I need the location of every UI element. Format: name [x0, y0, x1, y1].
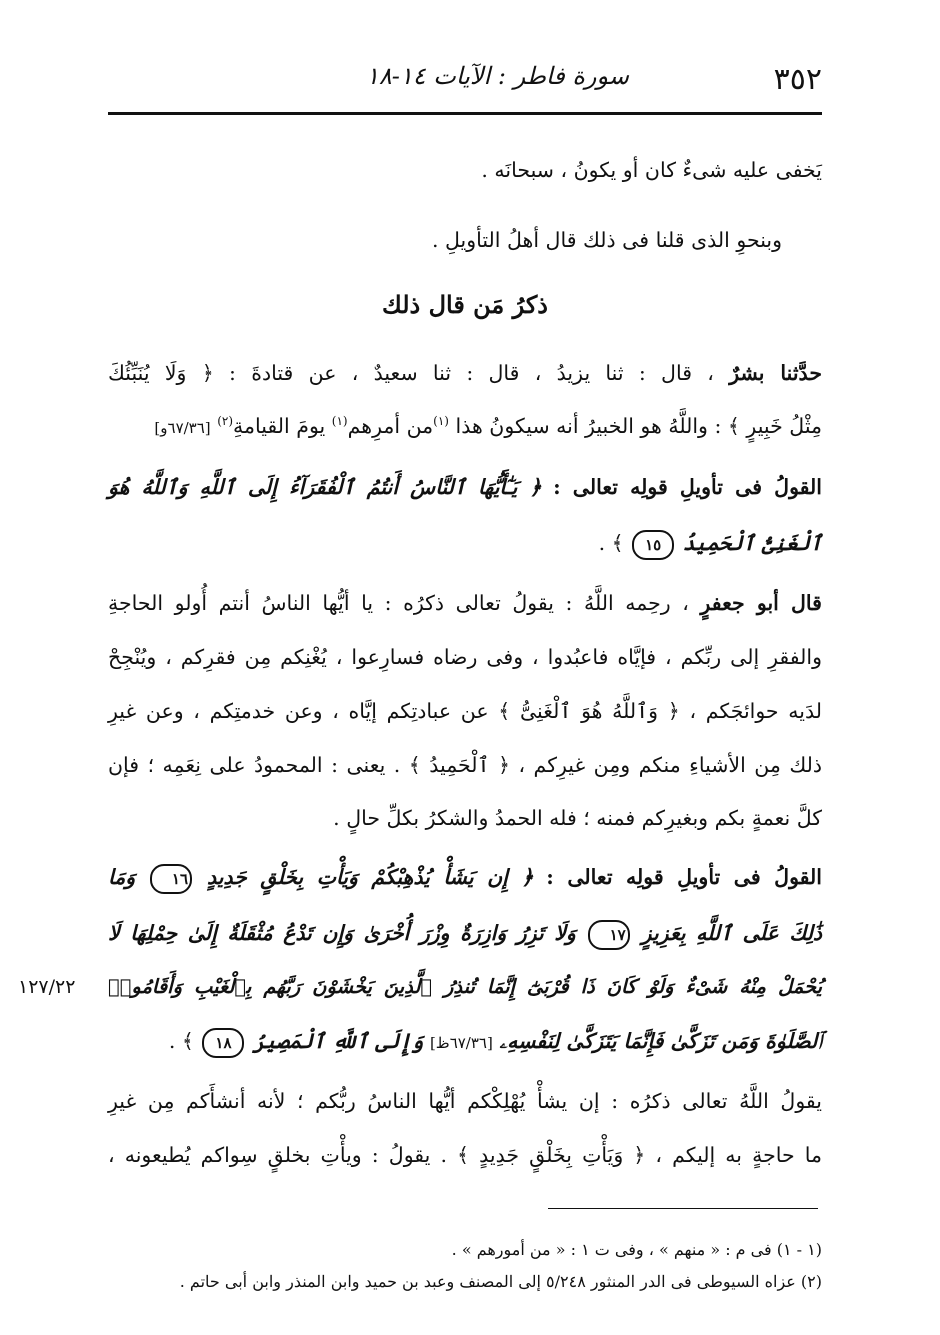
text-line-4 — [108, 406, 822, 443]
text-line-10: ذلك مِن الأشياءِ منكم ومِن غيرِكم ، ﴿ ٱلْحَمِيدُ ﴾ . يعنى : المحمودُ على نِعَمِه ؛ فإن — [108, 753, 822, 777]
text-line-9: لدَيه حوائجَكم ، ﴿ وَٱللَّهُ هُوَ ٱلْغَنِىُّ ﴾ عن عبادتِكم إيَّاه ، وعن خدمتِكم ، وعن غيرِ — [108, 699, 822, 723]
footnote-marker-1: (١) — [433, 414, 449, 428]
quran-close: ﴾ . — [598, 531, 624, 555]
manuscript-ref-1: [٦٧/٣٦و] — [154, 418, 211, 437]
text-line-4-main: مِثْلُ خَبِيرٍ ﴾ : واللَّهُ هو الخبيرُ أنه سيكونُ هذا — [455, 413, 822, 438]
text-line-17: ما حاجةٍ به إليكم ، ﴿ وَيَأْتِ بِخَلْقٍ جَدِيدٍ ﴾ . يقولُ : ويأْتِ بخلقٍ سِواكم يُطيعونه ، — [108, 1143, 822, 1167]
header-rule — [108, 112, 822, 115]
text-line-5 — [108, 472, 822, 502]
quran-verse-17: ذَٰلِكَ عَلَى ٱللَّهِ بِعَزِيزٍ — [641, 921, 822, 945]
text-line-15 — [108, 1026, 822, 1058]
margin-reference: ١٢٧/٢٢ — [18, 976, 76, 998]
footnote-1: (١ - ١) فى م : « منهم » ، وفى ت ١ : « من أمورهم » . — [451, 1240, 822, 1259]
text-line-12 — [108, 862, 822, 894]
text-line-2: وبنحوِ الذى قلنا فى ذلك قال أهلُ التأويلِ . — [431, 228, 782, 252]
section-label-2: القولُ فى تأويلِ قولِه تعالى : — [546, 865, 822, 889]
page-number: ٣٥٢ — [773, 62, 822, 97]
text-line-8: والفقرِ إلى ربِّكم ، فإيَّاه فاعبُدوا ، وفى رضاه فسارِعوا ، يُغْنِكم مِن فقرِكم ، ويُنْجِحْ — [108, 645, 822, 669]
text-line-3 — [108, 358, 822, 388]
running-title: سورة فاطر : الآيات ١٤-١٨ — [366, 62, 630, 90]
text-line-6 — [108, 528, 822, 560]
quran-verse-15a: ﴿ يَـٰٓأَيُّهَا ٱلنَّاسُ أَنتُمُ ٱلْفُقَرَآءُ إِلَى ٱللَّهِ وَٱللَّهُ هُوَ — [108, 475, 542, 499]
text-line-16: يقولُ اللَّهُ تعالى ذكرُه : إن يشأْ يُهْلِكْكم أيُّها الناسُ ربُّكم ؛ لأنه أنشأَكم مِن غيرِ — [108, 1089, 822, 1113]
quran-verse-18b: ٱلصَّلَوٰةَ وَمَن تَزَكَّىٰ فَإِنَّمَا يَتَزَكَّىٰ لِنَفْسِهِۦ — [499, 1029, 822, 1053]
ayah-number-18: ١٨ — [202, 1028, 244, 1058]
text-line-3-rest: ، قال : ثنا يزيدُ ، قال : ثنا سعيدٌ ، عن قتادةَ : ﴿ وَلَا يُنَبِّئُكَ — [108, 361, 714, 385]
text-line-7-rest: ، رحِمه اللَّهُ : يقولُ تعالى ذكرُه : يا أيُّها الناسُ أنتم أُولو الحاجةِ — [108, 591, 689, 615]
section-heading: ذكرُ مَن قال ذلك — [382, 290, 548, 319]
text-line-4-end: يومَ القيامةِ — [233, 413, 326, 438]
footnote-marker-2: (٢) — [217, 414, 234, 428]
text-line-14: يُحْمَلْ مِنْهُ شَىْءٌ وَلَوْ كَانَ ذَا قُرْبَىٰٓ إِنَّمَا تُنذِرُ ٱلَّذِينَ يَخْشَوْنَ رَبَّهُم بِٱلْغَيْبِ وَأَقَامُوا۟ — [108, 975, 822, 998]
text-line-4-mid: من أمرِهم — [347, 413, 434, 438]
quran-verse-16: ﴿ إِن يَشَأْ يُذْهِبْكُمْ وَيَأْتِ بِخَلْقٍ جَدِيدٍ — [206, 865, 534, 889]
text-line-11: كلَّ نعمةٍ بكم وبغيرِكم فمنه ؛ فله الحمدُ والشكرُ بكلِّ حالٍ . — [333, 806, 822, 830]
text-line-7 — [108, 588, 822, 618]
ayah-number-15: ١٥ — [632, 530, 674, 560]
ayah-number-16: ١٦ — [150, 864, 192, 894]
ayah-number-17: ١٧ — [588, 920, 630, 950]
quran-verse-15b: ٱلْغَنِىُّ ٱلْحَمِيدُ — [682, 531, 822, 555]
quran-verse-18a: وَلَا تَزِرُ وَازِرَةٌ وِزْرَ أُخْرَىٰ وَإِن تَدْعُ مُثْقَلَةٌ إِلَىٰ حِمْلِهَا لَا — [108, 921, 576, 945]
footnote-rule — [548, 1208, 818, 1209]
quran-close-2: ﴾ . — [168, 1029, 194, 1053]
manuscript-ref-2: [٦٧/٣٦ظ] — [429, 1034, 493, 1052]
section-label-1: القولُ فى تأويلِ قولِه تعالى : — [553, 475, 822, 499]
page-header — [108, 58, 822, 98]
footnote-2: (٢) عزاه السيوطى فى الدر المنثور ٥/٢٤٨ إلى المصنف وعبد بن حميد وابن المنذر وابن أبى حاتم . — [179, 1272, 822, 1291]
footnote-marker-1b: (١) — [331, 414, 348, 428]
author-name: قال أبو جعفرٍ — [700, 591, 822, 615]
text-line-13 — [108, 918, 822, 950]
narrator-name: حدَّثنا بشرٌ — [729, 361, 822, 385]
quran-verse-18c: وَإِلَى ٱللَّهِ ٱلْمَصِيرُ — [252, 1029, 424, 1053]
quran-verse-17-start: وَمَا — [108, 865, 136, 889]
text-line-1: يَخفى عليه شىءٌ كان أو يكونُ ، سبحانَه . — [481, 158, 822, 182]
